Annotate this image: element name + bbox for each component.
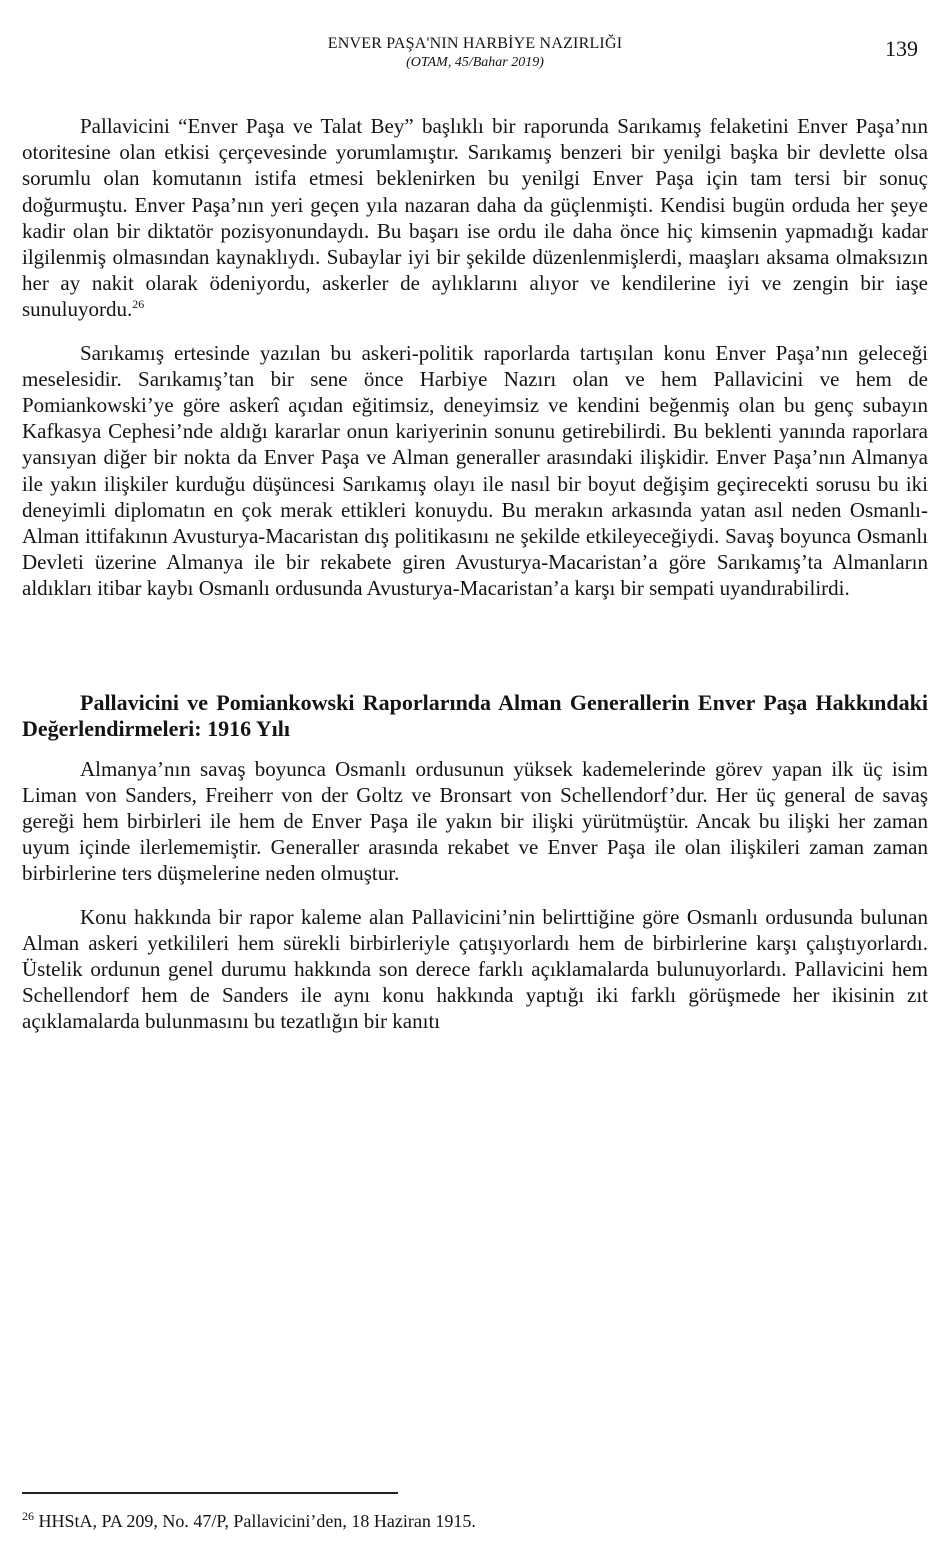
paragraph-1	[22, 113, 928, 323]
section-paragraph-2: Konu hakkında bir rapor kaleme alan Pallavicini’nin belirttiğine göre Osmanlı ordusunda bulunan Alman askeri yetkilileri hem sürekli birbirleriyle çatışıyorlardı hem de birbirlerine karşı çalıştıyorlardı. Üstelik ordunun genel durumu hakkında son derece farklı açıklamalarda bulunuyorlardı. Pallavicini hem Schellendorf hem de Sanders ile aynı konu hakkında yaptığı iki farklı görüşmede her ikisinin zıt açıklamalarda bulunmasını bu tezatlığın bir kanıtı	[22, 904, 928, 1034]
running-head	[22, 34, 928, 72]
journal-page	[22, 0, 928, 1565]
paragraph-1-text: Pallavicini “Enver Paşa ve Talat Bey” başlıklı bir raporunda Sarıkamış felaketini Enver Paşa’nın otoritesine olan etkisi çerçevesinde yorumlamıştır. Sarıkamış benzeri bir yenilgi başka bir devlette olsa sorumlu olan komutanın istifa etmesi beklenirken bu yenilgi Enver Paşa için tam tersi bir sonuç doğurmuştu. Enver Paşa’nın yeri geçen yıla nazaran daha da güçlenmişti. Kendisi bugün orduda her şeye kadir olan bir diktatör pozisyonundaydı. Bu başarı ise ordu ile daha önce hiç kimsenin yapmadığı kadar ilgilenmiş olmasından kaynaklıydı. Subaylar iyi bir şekilde düzenlenmişlerdi, maaşları aksama olmaksızın her ay nakit olarak ödeniyordu, askerler de aylıklarını alıyor ve kendilerine iyi ve zengin bir iaşe sunuluyordu.	[22, 114, 928, 322]
footnote-divider	[22, 1492, 398, 1494]
body-text	[22, 113, 928, 1035]
paragraph-2: Sarıkamış ertesinde yazılan bu askeri-politik raporlarda tartışılan konu Enver Paşa’nın geleceği meselesidir. Sarıkamış’tan bir sene önce Harbiye Nazırı olan ve hem Pallavicini ve hem de Pomiankowski’ye göre askerî açıdan eğitimsiz, deneyimsiz ve kendini beğenmiş olan bu genç subayın Kafkasya Cephesi’nde aldığı kararlar onun kariyerinin sonunu getirebilirdi. Bu beklenti yanında raporlara yansıyan diğer bir nokta da Enver Paşa ve Alman generaller arasındaki ilişkidir. Enver Paşa’nın Almanya ile yakın ilişkiler kurduğu düşüncesi Sarıkamış olayı ile nasıl bir boyut değişim geçirecekti sorusu bu iki deneyimli diplomatın en çok merak ettikleri konuydu. Bu merakın arkasında yatan asıl neden Osmanlı-Alman ittifakının Avusturya-Macaristan dış politikasını ne şekilde etkileyeceğiydi. Savaş boyunca Osmanlı Devleti üzerine Almanya ile bir rekabete giren Avusturya-Macaristan’a göre Sarıkamış’ta Almanların aldıkları itibar kaybı Osmanlı ordusunda Avusturya-Macaristan’a karşı bir sempati uyandırabilirdi.	[22, 340, 928, 601]
section-heading: Pallavicini ve Pomiankowski Raporlarında Alman Generallerin Enver Paşa Hakkındaki Değerlendirmeleri: 1916 Yılı	[22, 689, 928, 741]
footnote	[22, 1510, 476, 1532]
running-subtitle: (OTAM, 45/Bahar 2019)	[406, 55, 544, 70]
footnote-text: HHStA, PA 209, No. 47/P, Pallavicini’den, 18 Haziran 1915.	[38, 1511, 476, 1531]
section-paragraph-1: Almanya’nın savaş boyunca Osmanlı ordusunun yüksek kademelerinde görev yapan ilk üç isim Liman von Sanders, Freiherr von der Goltz ve Bronsart von Schellendorf’dur. Her üç general de savaş gereği hem birbirleri ile hem de Enver Paşa ile yakın bir ilişki yürütmüştür. Ancak bu ilişki her zaman uyum içinde ilerlememiştir. Generaller arasında rekabet ve Enver Paşa ile olan ilişkileri zaman zaman birbirlerine ters düşmelerine neden olmuştur.	[22, 756, 928, 886]
footnote-reference[interactable]: 26	[132, 297, 145, 312]
running-title: ENVER PAŞA'NIN HARBİYE NAZIRLIĞI	[327, 35, 623, 52]
footnote-number: 26	[22, 1509, 34, 1523]
page-number: 139	[885, 36, 918, 61]
